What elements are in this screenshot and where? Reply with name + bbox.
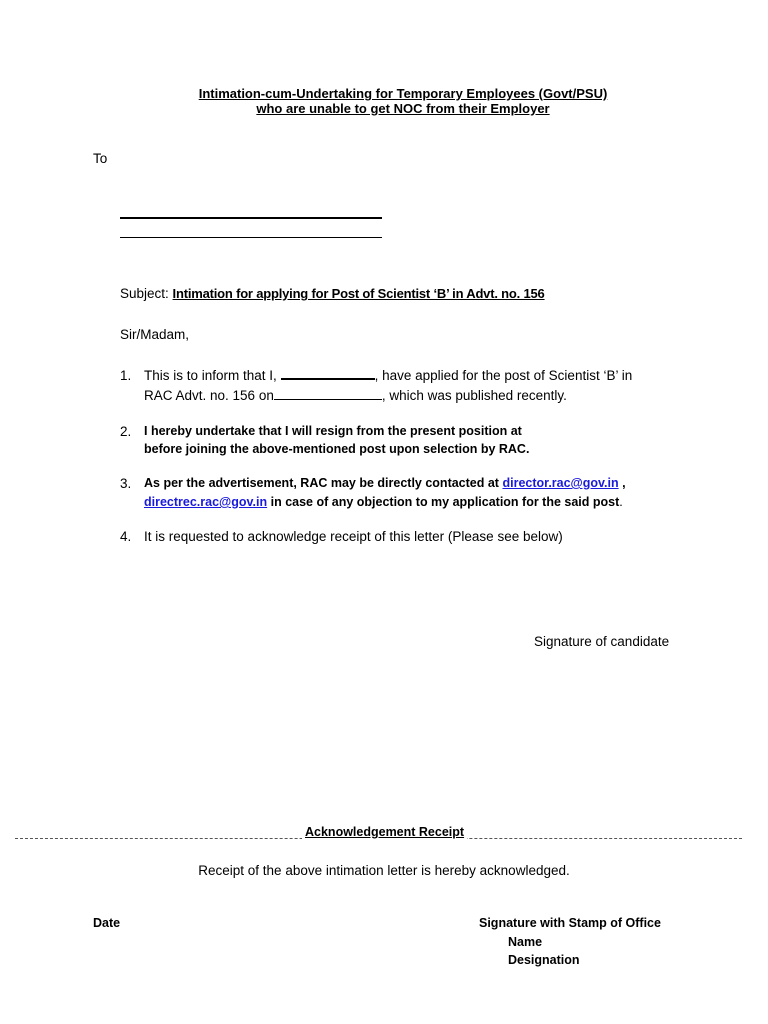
item-number-1: 1.	[120, 368, 132, 383]
item-1-text-b: , have applied for the post of Scientist ‘B’ in	[374, 368, 633, 383]
item-4-line-1: It is requested to acknowledge receipt of this letter (Please see below)	[144, 529, 563, 544]
date-blank	[274, 399, 382, 400]
item-number-4: 4.	[120, 529, 132, 544]
address-line-2	[120, 237, 382, 238]
subject-text: Intimation for applying for Post of Scientist ‘B’ in Advt. no. 156	[172, 286, 545, 301]
name-blank	[281, 378, 375, 380]
item-3-line-1	[144, 476, 626, 490]
item-number-3: 3.	[120, 476, 132, 491]
subject-line	[120, 286, 545, 301]
item-2-line-2: before joining the above-mentioned post upon selection by RAC.	[144, 442, 530, 456]
document-title-line1: Intimation-cum-Undertaking for Temporary Employees (Govt/PSU)	[198, 86, 608, 101]
item-1-line-1	[144, 368, 632, 383]
email-link-directrec[interactable]: directrec.rac@gov.in	[144, 495, 268, 509]
subject-label: Subject:	[120, 286, 169, 301]
email-link-director[interactable]: director.rac@gov.in	[502, 476, 619, 490]
item-3-text-b: in case of any objection to my application for the said post	[270, 495, 620, 509]
item-1-text-d: , which was published recently.	[381, 388, 567, 403]
item-3-comma: ,	[622, 476, 626, 490]
item-1-text-c: RAC Advt. no. 156 on	[144, 388, 274, 403]
salutation: Sir/Madam,	[120, 327, 190, 342]
name-label: Name	[508, 935, 543, 949]
address-line-1	[120, 217, 382, 219]
item-1-text-a: This is to inform that I,	[144, 368, 277, 383]
acknowledgement-text: Receipt of the above intimation letter is hereby acknowledged.	[198, 863, 570, 878]
item-3-text-a: As per the advertisement, RAC may be directly contacted at	[144, 476, 499, 490]
document-title-line2: who are unable to get NOC from their Employer	[256, 101, 550, 116]
designation-label: Designation	[508, 953, 580, 967]
office-signature-label: Signature with Stamp of Office	[479, 916, 661, 930]
item-3-period: .	[619, 495, 623, 509]
acknowledgement-heading: Acknowledgement Receipt	[302, 825, 467, 839]
date-label: Date	[93, 916, 121, 930]
to-label: To	[93, 151, 108, 166]
item-3-line-2	[144, 495, 623, 509]
item-2-line-1: I hereby undertake that I will resign from the present position at	[144, 424, 522, 438]
item-1-line-2	[144, 388, 567, 403]
item-number-2: 2.	[120, 424, 132, 439]
candidate-signature-label: Signature of candidate	[534, 634, 670, 649]
